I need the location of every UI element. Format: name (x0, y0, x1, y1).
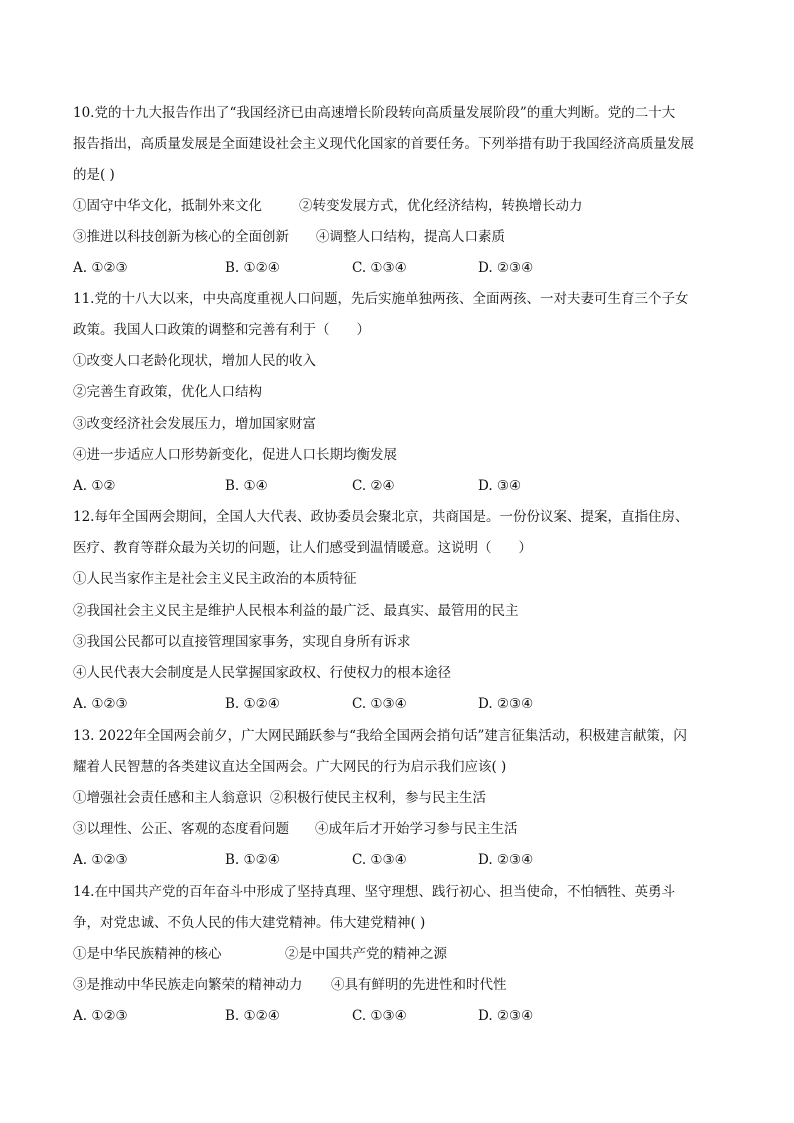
statement: ②积极行使民主权利，参与民主生活 (270, 790, 486, 806)
option-b: B. ①②④ (225, 260, 280, 276)
option-c: C. ②④ (352, 478, 395, 494)
option-d: D. ②③④ (478, 852, 534, 868)
option-b: B. ①②④ (225, 696, 280, 712)
statement: ③我国公民都可以直接管理国家事务，实现自身所有诉求 (73, 634, 411, 650)
question-stem-line: 政策。我国人口政策的调整和完善有利于（ ） (73, 322, 370, 338)
question-stem-line: 10.党的十九大报告作出了“我国经济已由高速增长阶段转向高质量发展阶段”的重大判断。党的二十大 (73, 105, 676, 121)
options-row (73, 695, 733, 713)
statement: ③改变经济社会发展压力，增加国家财富 (73, 416, 316, 432)
option-a: A. ①②③ (73, 852, 128, 868)
statement: ③是推动中华民族走向繁荣的精神动力 (73, 977, 303, 993)
question-stem-line: 的是( ) (73, 167, 115, 183)
option-a: A. ①②③ (73, 696, 128, 712)
statement: ①是中华民族精神的核心 (73, 946, 222, 962)
statement: ④成年后才开始学习参与民主生活 (315, 821, 518, 837)
question-stem-line: 报告指出，高质量发展是全面建设社会主义现代化国家的首要任务。下列举措有助于我国经济高质量发展 (73, 136, 694, 152)
option-a: A. ①②③ (73, 260, 128, 276)
statement: ②转变发展方式，优化经济结构，转换增长动力 (299, 198, 583, 214)
option-b: B. ①②④ (225, 852, 280, 868)
question-stem-line: 耀着人民智慧的各类建议直达全国两会。广大网民的行为启示我们应该( ) (73, 759, 507, 775)
option-c: C. ①③④ (352, 852, 407, 868)
option-b: B. ①④ (225, 478, 268, 494)
option-c: C. ①③④ (352, 1008, 407, 1024)
statement-row (73, 945, 733, 963)
statement: ①改变人口老龄化现状，增加人民的收入 (73, 353, 316, 369)
options-row (73, 851, 733, 869)
statement: ③推进以科技创新为核心的全面创新 (73, 229, 289, 245)
option-d: D. ②③④ (478, 696, 534, 712)
statement: ③以理性、公正、客观的态度看问题 (73, 821, 289, 837)
options-row (73, 1007, 733, 1025)
statement-row (73, 820, 733, 838)
option-a: A. ①② (73, 478, 116, 494)
question-stem-line: 争，对党忠诚、不负人民的伟大建党精神。伟大建党精神( ) (73, 915, 426, 931)
statement: ④进一步适应人口形势新变化，促进人口长期均衡发展 (73, 447, 397, 463)
option-a: A. ①②③ (73, 1008, 128, 1024)
statement-row (73, 228, 733, 246)
statement-row (73, 789, 733, 807)
statement: ①人民当家作主是社会主义民主政治的本质特征 (73, 571, 357, 587)
question-stem-line: 医疗、教育等群众最为关切的问题，让人们感受到温情暖意。这说明（ ） (73, 540, 532, 556)
options-row (73, 477, 733, 495)
option-d: D. ③④ (478, 478, 522, 494)
question-stem-line: 12.每年全国两会期间，全国人大代表、政协委员会聚北京，共商国是。一份份议案、提案，直指住房、 (73, 509, 689, 525)
statement: ②完善生育政策，优化人口结构 (73, 384, 262, 400)
statement-row (73, 197, 733, 215)
statement: ①增强社会责任感和主人翁意识 (73, 790, 262, 806)
statement-row (73, 976, 733, 994)
option-b: B. ①②④ (225, 1008, 280, 1024)
statement: ④具有鲜明的先进性和时代性 (331, 977, 507, 993)
option-c: C. ①③④ (352, 696, 407, 712)
option-d: D. ②③④ (478, 1008, 534, 1024)
statement: ④人民代表大会制度是人民掌握国家政权、行使权力的根本途径 (73, 665, 451, 681)
question-stem-line: 11.党的十八大以来，中央高度重视人口问题，先后实施单独两孩、全面两孩、一对夫妻可生育三个子女 (73, 291, 689, 307)
question-stem-line: 14.在中国共产党的百年奋斗中形成了坚持真理、坚守理想、践行初心、担当使命，不怕牺牲、英勇斗 (73, 884, 675, 900)
options-row (73, 259, 733, 277)
option-c: C. ①③④ (352, 260, 407, 276)
statement: ④调整人口结构，提高人口素质 (316, 229, 505, 245)
statement: ②我国社会主义民主是维护人民根本利益的最广泛、最真实、最管用的民主 (73, 603, 519, 619)
option-d: D. ②③④ (478, 260, 534, 276)
statement: ②是中国共产党的精神之源 (285, 946, 447, 962)
statement: ①固守中华文化，抵制外来文化 (73, 198, 262, 214)
question-stem-line: 13. 2022年全国两会前夕，广大网民踊跃参与“我给全国两会捎句话”建言征集活动，积极建言献策，闪 (73, 728, 687, 744)
